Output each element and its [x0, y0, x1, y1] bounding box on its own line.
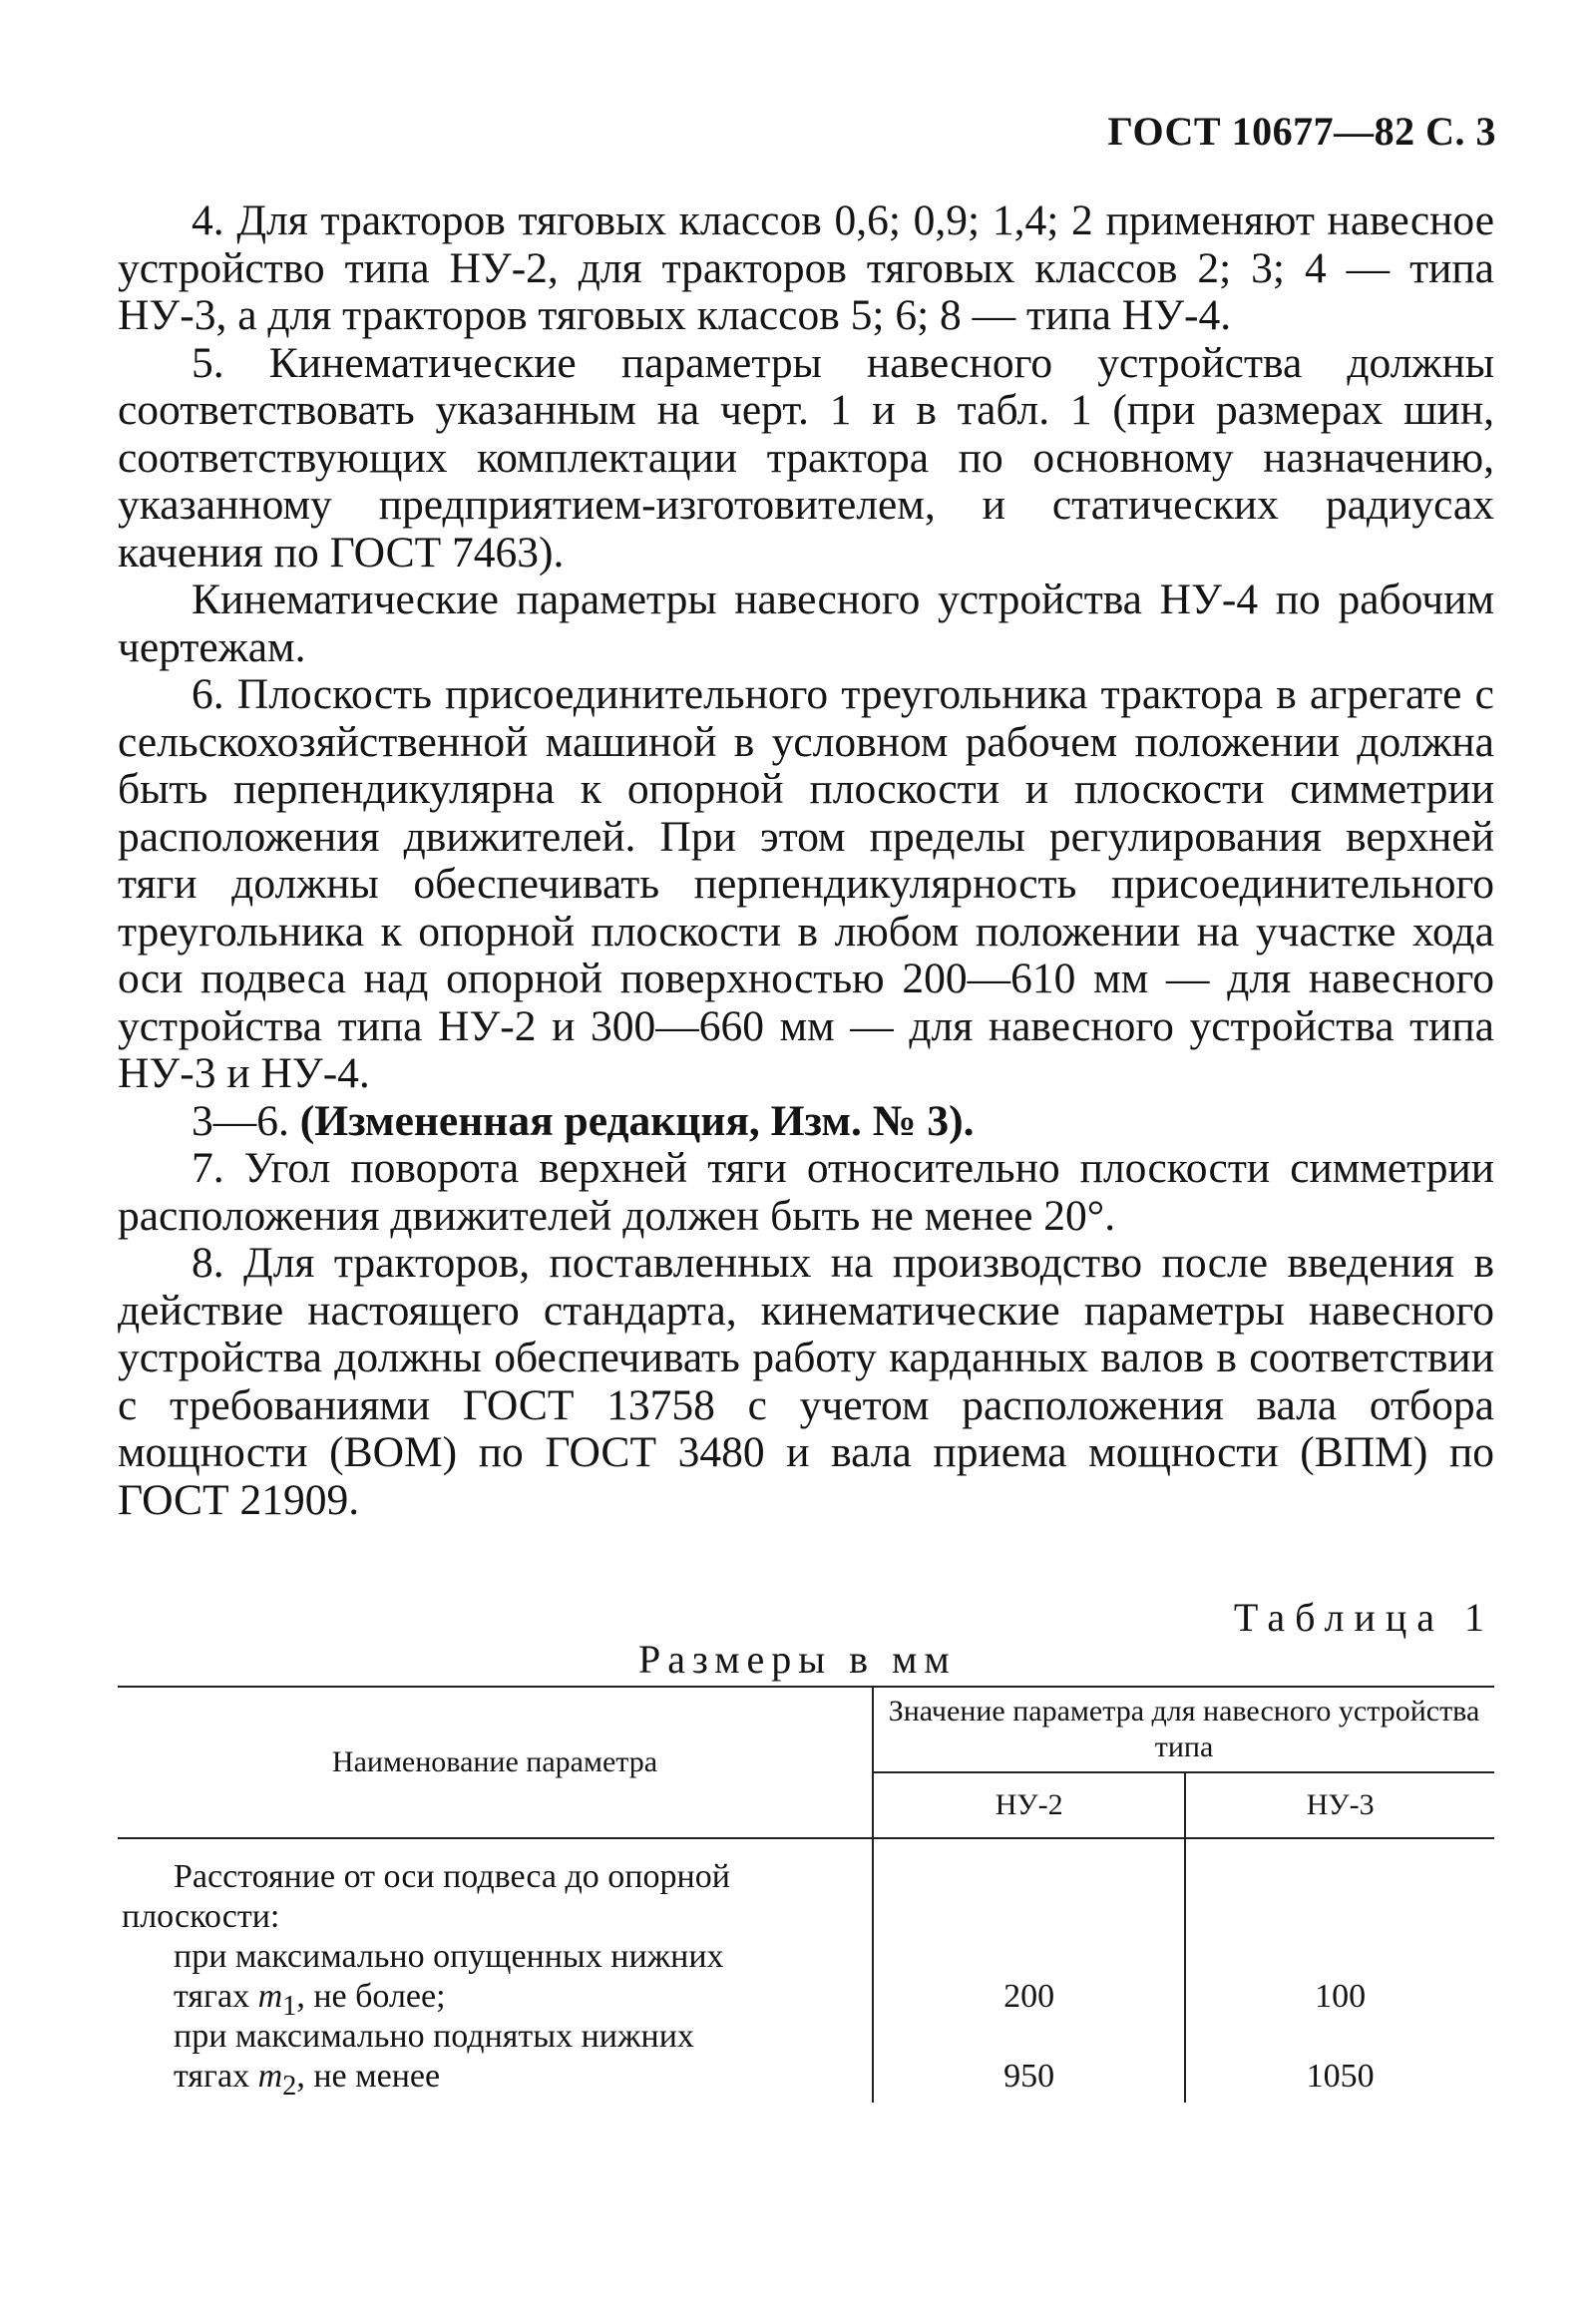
page-header: ГОСТ 10677—82 С. 3	[1107, 109, 1496, 154]
parameters-table	[118, 1686, 1494, 2103]
header-value-group: Значение параметра для навесного устройства типа	[873, 1687, 1494, 1772]
item1-line1: при максимально опущенных нижних	[174, 1938, 724, 1975]
document-body	[118, 197, 1494, 1524]
nu3-values-cell	[1185, 1838, 1494, 2103]
paragraph-6: 6. Плоскость присоединительного треугольника трактора в агрегате с сельскохозяйственной машиной в условном рабочем положении должна быть перпендикулярна к опорной плоскости и плоскости симметрии расположения движителей. При этом пределы регулирования верхней тяги должны обеспечивать перпендикулярность присоединительного треугольника к опорной плоскости в любом положении на участке хода оси подвеса над опорной поверхностью 200—610 мм — для навесного устройства типа НУ-2 и 300—660 мм — для навесного устройства типа НУ-3 и НУ-4.	[118, 670, 1494, 1097]
item2-line2	[122, 2057, 862, 2102]
item2-symbol: m	[257, 2058, 283, 2095]
item2-suffix: , не менее	[296, 2058, 441, 2095]
paragraph-8: 8. Для тракторов, поставленных на производство после введения в действие настоящего стандарта, кинематические параметры навесного устройства должны обеспечивать работу карданных валов в соответствии с требованиями ГОСТ 13758 с учетом расположения вала отбора мощности (ВОМ) по ГОСТ 3480 и вала приема мощности (ВПМ) по ГОСТ 21909.	[118, 1239, 1494, 1524]
item1-prefix: тягах	[174, 1978, 258, 2015]
paragraph-7: 7. Угол поворота верхней тяги относительно плоскости симметрии расположения движителей должен быть не менее 20°.	[118, 1144, 1494, 1240]
value-m1-nu3: 100	[1315, 1978, 1367, 2015]
header-parameter-name: Наименование параметра	[118, 1687, 873, 1838]
nu2-values-cell	[873, 1838, 1185, 2103]
paragraph-nu4-note: Кинематические параметры навесного устройства НУ-4 по рабочим чертежам.	[118, 576, 1494, 671]
value-m1-nu2: 200	[1003, 1978, 1055, 2015]
header-nu2: НУ-2	[873, 1772, 1185, 1838]
item1-subscript: 1	[282, 1990, 297, 2022]
value-m2-nu3: 1050	[1306, 2058, 1375, 2095]
value-m2-nu2: 950	[1003, 2058, 1055, 2095]
revision-text: (Измененная редакция, Изм. № 3).	[299, 1096, 975, 1145]
parameter-name-cell	[118, 1838, 873, 2103]
header-nu3: НУ-3	[1185, 1772, 1494, 1838]
revision-note	[118, 1098, 1494, 1146]
item1-suffix: , не более;	[296, 1978, 446, 2015]
item2-line1: при максимально поднятых нижних	[174, 2018, 694, 2055]
table-units: Размеры в мм	[638, 1637, 957, 1682]
paragraph-5: 5. Кинематические параметры навесного устройства должны соответствовать указанным на черт. 1 и в табл. 1 (при размерах шин, соответствующих комплектации трактора по основному назначению, указанному предприятием-изготовителем, и статических радиусах качения по ГОСТ 7463).	[118, 338, 1494, 576]
row-title-line1: Расстояние от оси подвеса до опорной	[174, 1858, 730, 1895]
paragraph-4: 4. Для тракторов тяговых классов 0,6; 0,9; 1,4; 2 применяют навесное устройство типа НУ-2, для тракторов тяговых классов 2; 3; 4 — типа НУ-3, а для тракторов тяговых классов 5; 6; 8 — типа НУ-4.	[118, 196, 1494, 339]
item1-line2	[122, 1977, 862, 2022]
table-caption: Таблица 1	[1233, 1595, 1494, 1640]
item1-symbol: m	[257, 1978, 283, 2015]
row-title-line2: плоскости:	[122, 1898, 280, 1935]
revision-prefix: 3—6.	[192, 1096, 300, 1145]
item2-prefix: тягах	[174, 2058, 258, 2095]
item2-subscript: 2	[282, 2070, 297, 2102]
table-row	[118, 1838, 1494, 2103]
